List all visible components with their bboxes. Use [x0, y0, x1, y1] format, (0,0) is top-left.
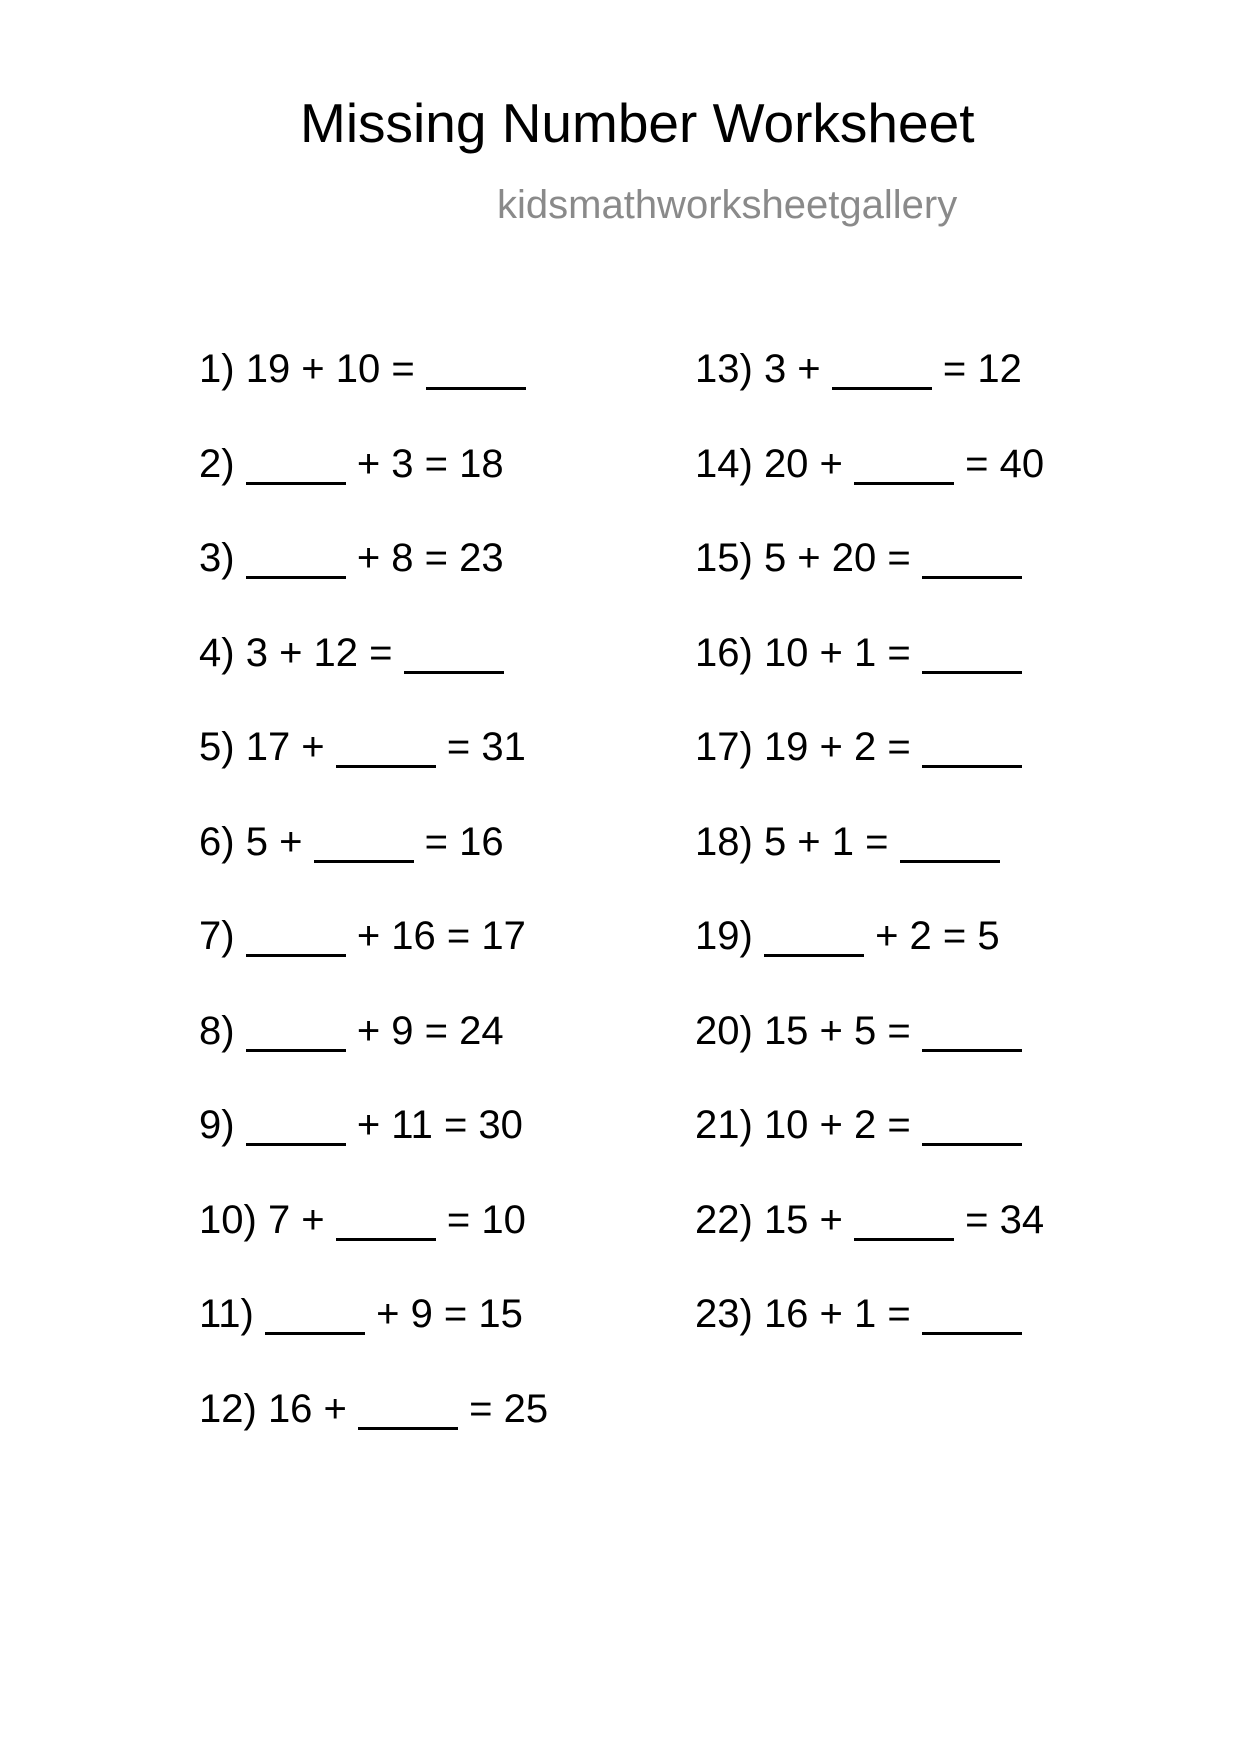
answer-blank[interactable]	[246, 1114, 346, 1146]
problem-expression: 10 + 2 =	[763, 1103, 911, 1147]
problem-number: 14)	[695, 441, 753, 486]
problem-number: 4)	[199, 630, 235, 675]
problem-item	[199, 1294, 523, 1335]
answer-blank[interactable]	[922, 736, 1022, 768]
problem-item	[695, 916, 1000, 957]
problem-expression: + 9 = 24	[356, 1008, 504, 1053]
problem-number: 1)	[199, 347, 235, 391]
worksheet-title: Missing Number Worksheet	[300, 92, 975, 154]
answer-blank[interactable]	[358, 1398, 458, 1430]
problem-expression: 19 + 2 =	[763, 725, 911, 769]
problem-number: 12)	[199, 1386, 257, 1431]
problem-item	[695, 1294, 1022, 1335]
answer-blank[interactable]	[922, 1020, 1022, 1052]
problem-expression: 3 + 12 =	[245, 630, 393, 675]
problem-item	[695, 1105, 1022, 1146]
answer-blank[interactable]	[404, 642, 504, 674]
answer-blank[interactable]	[336, 1209, 436, 1241]
answer-blank[interactable]	[246, 1020, 346, 1052]
problem-number: 17)	[695, 725, 753, 769]
problem-item	[695, 1008, 1022, 1053]
answer-blank[interactable]	[922, 547, 1022, 579]
problem-number: 9)	[199, 1103, 235, 1147]
problem-expression: + 11 = 30	[356, 1103, 523, 1147]
problem-item	[695, 630, 1022, 675]
problem-number: 21)	[695, 1103, 753, 1147]
problem-item	[199, 349, 526, 390]
problem-expression: + 2 = 5	[875, 914, 1000, 958]
problem-item	[695, 538, 1022, 579]
problem-expression: 20 +	[763, 441, 843, 486]
problem-number: 22)	[695, 1197, 753, 1242]
answer-blank[interactable]	[426, 358, 526, 390]
problem-number: 18)	[695, 819, 753, 864]
answer-blank[interactable]	[314, 831, 414, 863]
problem-expression: + 3 = 18	[356, 441, 504, 486]
answer-blank[interactable]	[922, 1114, 1022, 1146]
worksheet-subtitle: kidsmathworksheetgallery	[497, 183, 958, 227]
problem-expression: = 40	[965, 441, 1045, 486]
problem-item	[695, 349, 1022, 390]
answer-blank[interactable]	[854, 1209, 954, 1241]
problem-number: 20)	[695, 1008, 753, 1053]
problem-item	[199, 727, 526, 768]
answer-blank[interactable]	[854, 453, 954, 485]
problem-number: 23)	[695, 1292, 753, 1336]
problem-expression: + 9 = 15	[376, 1292, 523, 1336]
problem-expression: = 25	[469, 1386, 549, 1431]
problem-item	[199, 1008, 504, 1053]
problem-number: 16)	[695, 630, 753, 675]
problem-number: 2)	[199, 441, 235, 486]
problem-item	[199, 1197, 526, 1242]
problem-item	[199, 1386, 549, 1431]
answer-blank[interactable]	[336, 736, 436, 768]
problem-expression: = 12	[942, 347, 1022, 391]
problem-item	[199, 441, 504, 486]
problem-expression: 3 +	[763, 347, 821, 391]
problem-expression: 17 +	[245, 725, 325, 769]
problem-number: 8)	[199, 1008, 235, 1053]
problem-expression: = 34	[965, 1197, 1045, 1242]
problem-number: 10)	[199, 1197, 257, 1242]
problem-item	[199, 630, 504, 675]
problem-expression: + 8 = 23	[356, 536, 504, 580]
answer-blank[interactable]	[922, 1303, 1022, 1335]
problem-number: 15)	[695, 536, 753, 580]
problem-item	[695, 1197, 1045, 1242]
problem-expression: 15 +	[763, 1197, 843, 1242]
answer-blank[interactable]	[764, 925, 864, 957]
answer-blank[interactable]	[246, 547, 346, 579]
problem-expression: = 31	[446, 725, 526, 769]
problem-item	[695, 727, 1022, 768]
answer-blank[interactable]	[900, 831, 1000, 863]
problem-item	[199, 538, 504, 579]
answer-blank[interactable]	[246, 925, 346, 957]
problem-expression: 5 + 1 =	[763, 819, 889, 864]
problem-number: 5)	[199, 725, 235, 769]
answer-blank[interactable]	[246, 453, 346, 485]
problem-expression: 7 +	[267, 1197, 325, 1242]
problem-expression: 5 +	[245, 819, 303, 864]
problem-expression: 5 + 20 =	[763, 536, 911, 580]
problem-number: 13)	[695, 347, 753, 391]
answer-blank[interactable]	[922, 642, 1022, 674]
problem-expression: 16 +	[267, 1386, 347, 1431]
problem-expression: + 16 = 17	[356, 914, 526, 958]
problem-expression: = 16	[424, 819, 504, 864]
problem-item	[199, 916, 526, 957]
problem-number: 3)	[199, 536, 235, 580]
problem-expression: 10 + 1 =	[763, 630, 911, 675]
problem-number: 11)	[199, 1292, 254, 1336]
problem-number: 19)	[695, 914, 753, 958]
problem-expression: 15 + 5 =	[763, 1008, 911, 1053]
problem-item	[199, 1105, 523, 1146]
problem-item	[695, 819, 1000, 864]
answer-blank[interactable]	[265, 1303, 365, 1335]
problem-item	[695, 441, 1045, 486]
problem-number: 7)	[199, 914, 235, 958]
problem-expression: 16 + 1 =	[763, 1292, 911, 1336]
problem-item	[199, 819, 504, 864]
answer-blank[interactable]	[832, 358, 932, 390]
problem-expression: 19 + 10 =	[245, 347, 415, 391]
problem-number: 6)	[199, 819, 235, 864]
problem-expression: = 10	[446, 1197, 526, 1242]
